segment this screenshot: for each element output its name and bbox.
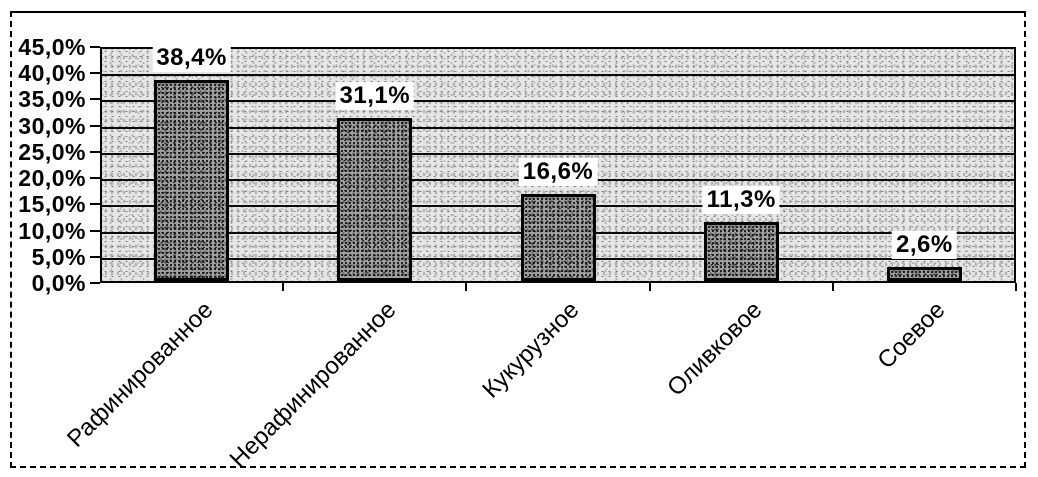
y-axis-tick-mark [90, 46, 100, 48]
gridline [102, 153, 1014, 155]
category-label: Рафинированное [61, 296, 218, 453]
category-label: Нерафинированное [224, 296, 402, 474]
y-axis-tick-mark [90, 256, 100, 258]
x-axis-tick-mark [465, 283, 467, 291]
x-axis-tick-mark [832, 283, 834, 291]
bar [521, 194, 596, 281]
bar-value-label: 31,1% [336, 82, 415, 110]
y-axis-tick-label: 15,0% [18, 191, 86, 218]
category-label: Оливковое [662, 296, 768, 402]
y-axis-tick-mark [90, 98, 100, 100]
bar [337, 118, 412, 281]
gridline [102, 127, 1014, 129]
y-axis-tick-mark [90, 72, 100, 74]
y-axis-tick-mark [90, 177, 100, 179]
y-axis-tick-label: 0,0% [31, 270, 86, 296]
y-axis-tick-label: 10,0% [18, 217, 86, 244]
bar-value-label: 11,3% [703, 186, 780, 214]
y-axis-tick-mark [90, 230, 100, 232]
bar-value-label: 2,6% [892, 231, 957, 259]
y-axis-tick-label: 40,0% [18, 60, 86, 87]
x-axis-tick-mark [649, 283, 651, 291]
y-axis-tick-label: 5,0% [31, 243, 86, 270]
y-axis-tick-label: 20,0% [18, 165, 86, 192]
y-axis-tick-label: 30,0% [18, 112, 86, 139]
y-axis-tick-label: 25,0% [18, 138, 86, 165]
y-axis-tick-mark [90, 282, 100, 284]
gridline [102, 74, 1014, 76]
y-axis-tick-mark [90, 151, 100, 153]
category-label: Соевое [872, 296, 951, 375]
y-axis-tick-label: 45,0% [18, 34, 86, 60]
bar-value-label: 38,4% [152, 44, 231, 72]
x-axis-tick-mark [282, 283, 284, 291]
gridline [102, 100, 1014, 102]
bar-value-label: 16,6% [519, 158, 598, 186]
y-axis-tick-label: 35,0% [18, 86, 86, 113]
plot-area [100, 43, 1016, 283]
bar [704, 222, 779, 281]
bar [887, 267, 962, 281]
y-axis-tick-mark [90, 125, 100, 127]
bar [154, 80, 229, 281]
y-axis-tick-mark [90, 203, 100, 205]
x-axis-tick-mark [1015, 283, 1017, 291]
category-label: Кукурузное [477, 296, 585, 404]
